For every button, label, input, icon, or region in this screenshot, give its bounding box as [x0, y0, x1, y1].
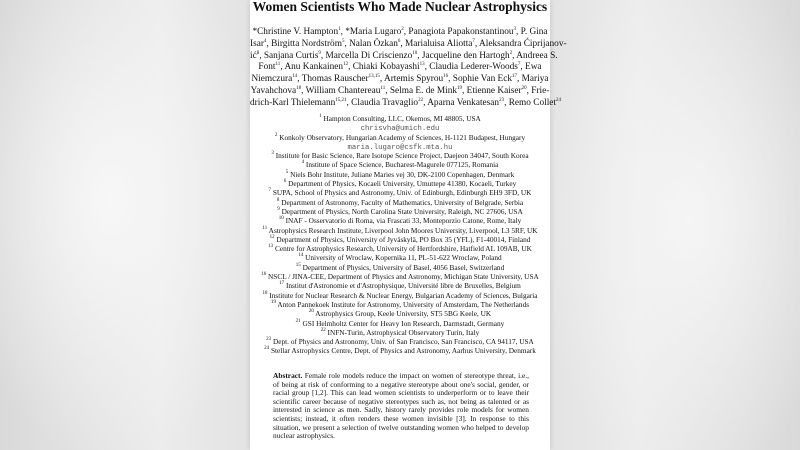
affiliation-number: 5 [285, 169, 289, 175]
affiliation-text: Stellar Astrophysics Centre, Dept. of Physics and Astronomy, Aarhus University, Denmark [270, 346, 536, 356]
author-affiliation-number: 11 [380, 85, 386, 91]
affiliation-number: 18 [262, 290, 268, 296]
affiliation [250, 198, 550, 207]
affiliation-number: 3 [271, 151, 274, 157]
affiliation-text: Dept. of Physics and Astronomy, Univ. of San Francisco, San Francisco, CA 94117, USA [272, 337, 534, 347]
affiliation-text: Niels Bohr Institute, Juliane Maries vej 30, DK-2100 Copenhagen, Denmark [290, 169, 515, 179]
author-name: , Andreea S. [512, 50, 558, 61]
affiliation-text: Department of Physics, North Carolina State University, Raleigh, NC 27606, USA [281, 206, 523, 216]
author-affiliation-number: 8 [256, 50, 260, 56]
affiliation-number: 15 [295, 262, 301, 268]
author-line [250, 62, 550, 74]
affiliation-number: 20 [308, 309, 314, 315]
author-line [250, 50, 558, 63]
affiliation-text: Institut d'Astronomie et d'Astrophysique, Université libre de Bruxelles, Belgium [285, 281, 521, 291]
author-affiliation-number: 2 [401, 27, 404, 32]
author-name: , *Maria Lugaro [340, 27, 402, 37]
email: chrisvha@umich.edu [360, 125, 440, 134]
author-name: , Marialuisa Aliotta [400, 38, 473, 49]
author-line [250, 97, 561, 110]
affiliation-number: 4 [301, 160, 305, 166]
affiliation [250, 337, 550, 346]
affiliation-number: 13 [268, 244, 274, 250]
affiliation-text: Hampton Consulting, LLC, Okemos, MI 48805, USA [323, 114, 481, 123]
affiliation [250, 170, 550, 179]
author-name: , Artemis Spyrou [379, 74, 444, 85]
author-affiliation-number: 3 [513, 27, 517, 32]
author-affiliation-number: 5 [341, 38, 345, 44]
affiliation-number: 23 [266, 337, 272, 343]
affiliation [250, 281, 550, 290]
author-name: Font [258, 62, 276, 73]
author-line [250, 27, 550, 39]
author-name: Isar [250, 38, 264, 49]
author-name: , Remo Collet [504, 97, 556, 108]
author-name: , Thomas Rauscher [297, 74, 369, 85]
author-name: , Sanjana Curtis [259, 50, 319, 61]
author-name: , Marcella Di Criscienzo [320, 50, 413, 61]
affiliation-number: 2 [274, 132, 278, 138]
author-affiliation-number: 16 [443, 74, 449, 80]
author-affiliation-number: 13 [419, 62, 425, 68]
affiliation [250, 179, 550, 188]
affiliation [250, 226, 550, 235]
email-line [250, 142, 550, 151]
author-affiliation-number: 6 [397, 38, 401, 44]
affiliation [250, 300, 550, 309]
affiliation [250, 319, 550, 328]
author-line [250, 74, 550, 86]
author-affiliation-number: 22 [418, 97, 424, 103]
affiliation-number: 1 [319, 114, 322, 119]
affiliation [250, 244, 550, 253]
affiliation [250, 188, 550, 197]
affiliation-number: 24 [264, 346, 270, 352]
affiliation-number: 21 [295, 318, 301, 324]
abstract [273, 372, 529, 441]
abstract-text: Female role models reduce the impact on women of stereotype threat, i.e., of being at risk of conforming to a negative stereotype about one's social, gender, or racial group [1,2]. This can lead women scientists to underperform or to leave their scientific career because of negative stereotypes such as, not being as talented or as interested in science as men. Sadly, history rarely provides role models for women scientists; instead, it often renders these women invisible [3]. In response to this situation, we present a selection of twelve outstanding women who helped to develop nuclear astrophysics. [273, 371, 529, 441]
affiliation-number: 17 [279, 281, 285, 287]
author-name: , Chiaki Kobayashi [348, 62, 420, 73]
author-name: Niemczura [251, 74, 293, 85]
affiliation-number: 9 [277, 206, 280, 212]
author-name: , Ewa [520, 62, 542, 73]
affiliation-text: INAF - Osservatorio di Roma, via Frascati 33, Monteporzio Catone, Rome, Italy [285, 216, 522, 226]
affiliation-text: GSI Helmholtz Center for Heavy Ion Research, Darmstadt, Germany [302, 318, 505, 328]
author-affiliation-number: 10 [412, 50, 418, 56]
affiliation [250, 133, 550, 142]
affiliation-text: Institute of Space Science, Bucharest-Magurele 077125, Romania [305, 160, 499, 170]
affiliation-text: Centre for Astrophysics Research, University of Hertfordshire, Hatfield AL 109AB, UK [274, 244, 532, 254]
author-name: , Aleksandra Ćiprijanov- [474, 38, 567, 49]
affiliation-number: 8 [276, 197, 280, 203]
author-name: , Nalan Özkan [344, 38, 398, 49]
affiliation-text: Department of Physics, University of Jyväskylä, PO Box 35 (YFL), F1-40014, Finland [276, 234, 531, 244]
affiliation-text: Department of Astronomy, Faculty of Mathematics, University of Belgrade, Serbia [281, 197, 524, 207]
affiliation-text: SUPA, School of Physics and Astronomy, Univ. of Edinburgh, Edinburgh EH9 3FD, UK [272, 188, 532, 198]
author-affiliation-number: 23 [499, 97, 505, 103]
affiliation [250, 263, 550, 272]
affiliation-text: Department of Physics, Kocaeli University, Umuttepe 41380, Kocaeli, Turkey [288, 179, 517, 189]
affiliation [250, 216, 550, 225]
author-line [250, 86, 550, 98]
paper-page [250, 0, 567, 450]
author-affiliation-number: 2 [509, 50, 513, 56]
author-name: Yavahchova [250, 85, 297, 96]
affiliation [250, 235, 550, 244]
affiliation-number: 7 [268, 188, 272, 194]
author-affiliation-number: 1 [338, 27, 341, 32]
author-name: , Claudia Travaglio [346, 97, 419, 108]
author-name: , Aparna Venkatesan [423, 97, 500, 108]
affiliation [250, 309, 550, 318]
affiliation-text: Anton Pannekoek Institute for Astronomy, University of Amsterdam, The Netherlands [277, 299, 530, 309]
author-name: , Selma E. de Mink [385, 85, 457, 96]
author-affiliation-number: 15,21 [335, 97, 347, 103]
author-affiliation-number: 17 [512, 74, 518, 80]
email: maria.lugaro@csfk.mta.hu [347, 143, 453, 152]
affiliation-text: Astrophysics Group, Keele University, ST5 5BG Keele, UK [315, 309, 492, 319]
author-name: , Mariya [517, 74, 549, 85]
author-affiliation-number: 14 [292, 74, 298, 80]
affiliation-number: 14 [298, 253, 304, 259]
affiliation [250, 253, 550, 262]
affiliation-list [250, 114, 550, 356]
abstract-label: Abstract. [273, 371, 303, 380]
author-line [250, 38, 567, 51]
affiliation [250, 346, 550, 355]
email-line [250, 123, 550, 132]
affiliation-text: Department of Physics, University of Basel, 4056 Basel, Switzerland [302, 262, 505, 272]
affiliation [250, 114, 550, 123]
author-affiliation-number: 13,15 [368, 74, 380, 80]
affiliation-text: Konkoly Observatory, Hungarian Academy of Sciences, H-1121 Budapest, Hungary [279, 132, 526, 142]
author-affiliation-number: 24 [555, 97, 561, 103]
author-name: , William Chantereau [301, 85, 381, 96]
author-affiliation-number: 18 [296, 85, 302, 91]
affiliation [250, 291, 550, 300]
affiliation-number: 10 [278, 216, 284, 222]
author-affiliation-number: 11 [275, 62, 281, 68]
author-name: drich-Karl Thielemann [250, 97, 336, 108]
affiliation [250, 207, 550, 216]
author-name: , Sophie Van Eck [448, 74, 513, 85]
author-affiliation-number: 19 [457, 85, 462, 91]
author-name: , Birgitta Nordström [266, 38, 342, 49]
affiliation-text: Institute for Nuclear Research & Nuclear Energy, Bulgarian Academy of Sciences, Bulgaria [269, 290, 538, 300]
author-name: , P. Gina [516, 27, 548, 37]
affiliation-number: 22 [320, 327, 326, 333]
affiliation [250, 328, 550, 337]
affiliation-number: 11 [262, 225, 268, 231]
affiliation-text: Astrophysics Research Institute, Liverpool John Moores University, Liverpool, L3 5RF, UK [268, 225, 538, 235]
affiliation-number: 12 [269, 234, 275, 240]
author-name: *Christine V. Hampton [252, 27, 339, 37]
affiliation [250, 160, 550, 169]
author-affiliation-number: 7 [517, 62, 521, 68]
affiliation-text: University of Wroclaw, Kopernika 11, PL-51-622 Wroclaw, Poland [305, 253, 502, 263]
paper-title: Women Scientists Who Made Nuclear Astrophysics [252, 0, 548, 14]
author-affiliation-number: 9 [318, 50, 321, 56]
author-affiliation-number: 4 [263, 38, 267, 44]
author-name: , Panagiota Papakonstantinou [403, 27, 514, 37]
author-name: , Jacqueline den Hartogh [417, 50, 510, 61]
author-affiliation-number: 7 [472, 38, 475, 44]
affiliation-number: 16 [261, 272, 267, 278]
author-name: ić [250, 50, 257, 61]
author-name: , Claudia Lederer-Woods [424, 62, 518, 73]
author-list [250, 27, 567, 110]
author-name: , Anu Kankainen [280, 62, 344, 73]
author-affiliation-number: 20 [521, 85, 527, 91]
affiliation-text: NSCL / JINA-CEE, Department of Physics and Astronomy, Michigan State University, USA [268, 272, 539, 282]
author-name: , Frie- [526, 85, 550, 96]
affiliation-text: INFN-Turin, Astrophysical Observatory Turin, Italy [327, 327, 480, 337]
author-affiliation-number: 12 [343, 62, 349, 68]
affiliation-text: Institute for Basic Science, Rare Isotope Science Project, Daejeon 34047, South Korea [275, 151, 529, 161]
affiliation-number: 19 [270, 299, 276, 305]
affiliation [250, 151, 550, 160]
author-name: , Etienne Kaiser [462, 85, 522, 96]
affiliation [250, 272, 550, 281]
affiliation-number: 6 [283, 179, 287, 185]
